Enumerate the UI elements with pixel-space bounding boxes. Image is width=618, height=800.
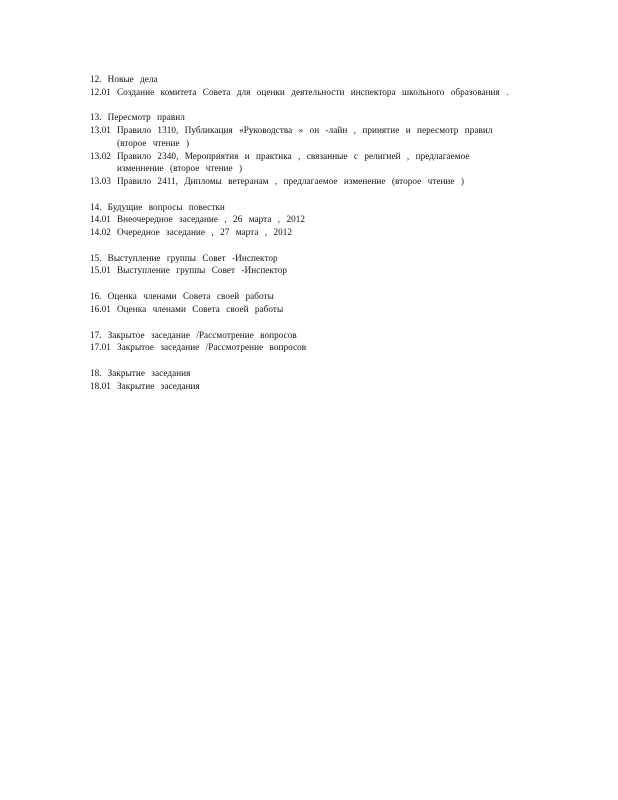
item-number: 13.02 [90, 150, 111, 161]
agenda-item [90, 175, 520, 188]
section-number: 18. [90, 367, 102, 378]
agenda-section-16 [90, 290, 520, 315]
item-text: Внеочередное заседание , 26 марта , 2012 [117, 214, 306, 225]
item-number: 13.03 [90, 175, 111, 186]
agenda-item [90, 303, 520, 316]
section-heading [90, 73, 520, 86]
section-number: 17. [90, 329, 102, 340]
agenda-section-14 [90, 201, 520, 239]
agenda-section-17 [90, 329, 520, 354]
item-number: 14.02 [90, 227, 111, 238]
agenda-item [90, 380, 520, 393]
item-number: 12.01 [90, 86, 111, 97]
item-text: Выступление группы Совет -Инспектор [117, 265, 288, 276]
section-heading [90, 367, 520, 380]
item-number: 16.01 [90, 303, 111, 314]
item-number: 14.01 [90, 214, 111, 225]
agenda-item [90, 264, 520, 277]
section-heading [90, 290, 520, 303]
agenda-section-15 [90, 252, 520, 277]
item-text: Закрытое заседание /Рассмотрение вопросов [117, 342, 307, 353]
agenda-item [90, 341, 520, 354]
section-title: Выступление группы Совет -Инспектор [107, 252, 278, 263]
agenda-section-18 [90, 367, 520, 392]
section-number: 13. [90, 112, 102, 123]
section-heading [90, 252, 520, 265]
section-title: Будущие вопросы повестки [107, 201, 225, 212]
item-text: Очередное заседание , 27 марта , 2012 [117, 227, 293, 238]
item-text: Правило 2411, Дипломы ветеранам , предлагаемое изменение (второе чтение ) [117, 175, 464, 186]
section-title: Закрытие заседания [107, 367, 191, 378]
item-text: Оценка членами Совета своей работы [117, 303, 284, 314]
agenda-item [90, 226, 520, 239]
item-text: Закрытие заседания [117, 380, 200, 391]
item-number: 13.01 [90, 125, 111, 136]
item-number: 17.01 [90, 342, 111, 353]
agenda-item [90, 150, 520, 175]
section-number: 12. [90, 74, 102, 84]
item-text: Правило 2340, Мероприятия и практика , связанные с религией , предлагаемое изменнение (второе чтение ) [117, 150, 470, 174]
item-number: 18.01 [90, 380, 111, 391]
section-number: 14. [90, 201, 102, 212]
agenda-section-13 [90, 111, 520, 187]
section-heading [90, 111, 520, 124]
item-text: Создание комитета Совета для оценки деятельности инспектора школьного образования . [117, 86, 509, 97]
item-text: Правило 1310, Публикация «Руководства » он -лайн , принятие и пересмотр правил (второе чтение ) [117, 125, 493, 148]
agenda-item [90, 213, 520, 226]
section-heading [90, 329, 520, 342]
section-title: Пересмотр правил [107, 112, 185, 123]
section-title: Оценка членами Совета своей работы [107, 291, 274, 302]
item-number: 15.01 [90, 265, 111, 276]
section-number: 15. [90, 252, 102, 263]
section-title: Закрытое заседание /Рассмотрение вопросов [107, 329, 297, 340]
agenda-section-12 [90, 73, 520, 98]
agenda-item [90, 124, 520, 149]
agenda-list [90, 73, 520, 405]
agenda-item [90, 86, 520, 99]
section-heading [90, 201, 520, 214]
section-number: 16. [90, 291, 102, 302]
section-title: Новые дела [107, 74, 158, 84]
